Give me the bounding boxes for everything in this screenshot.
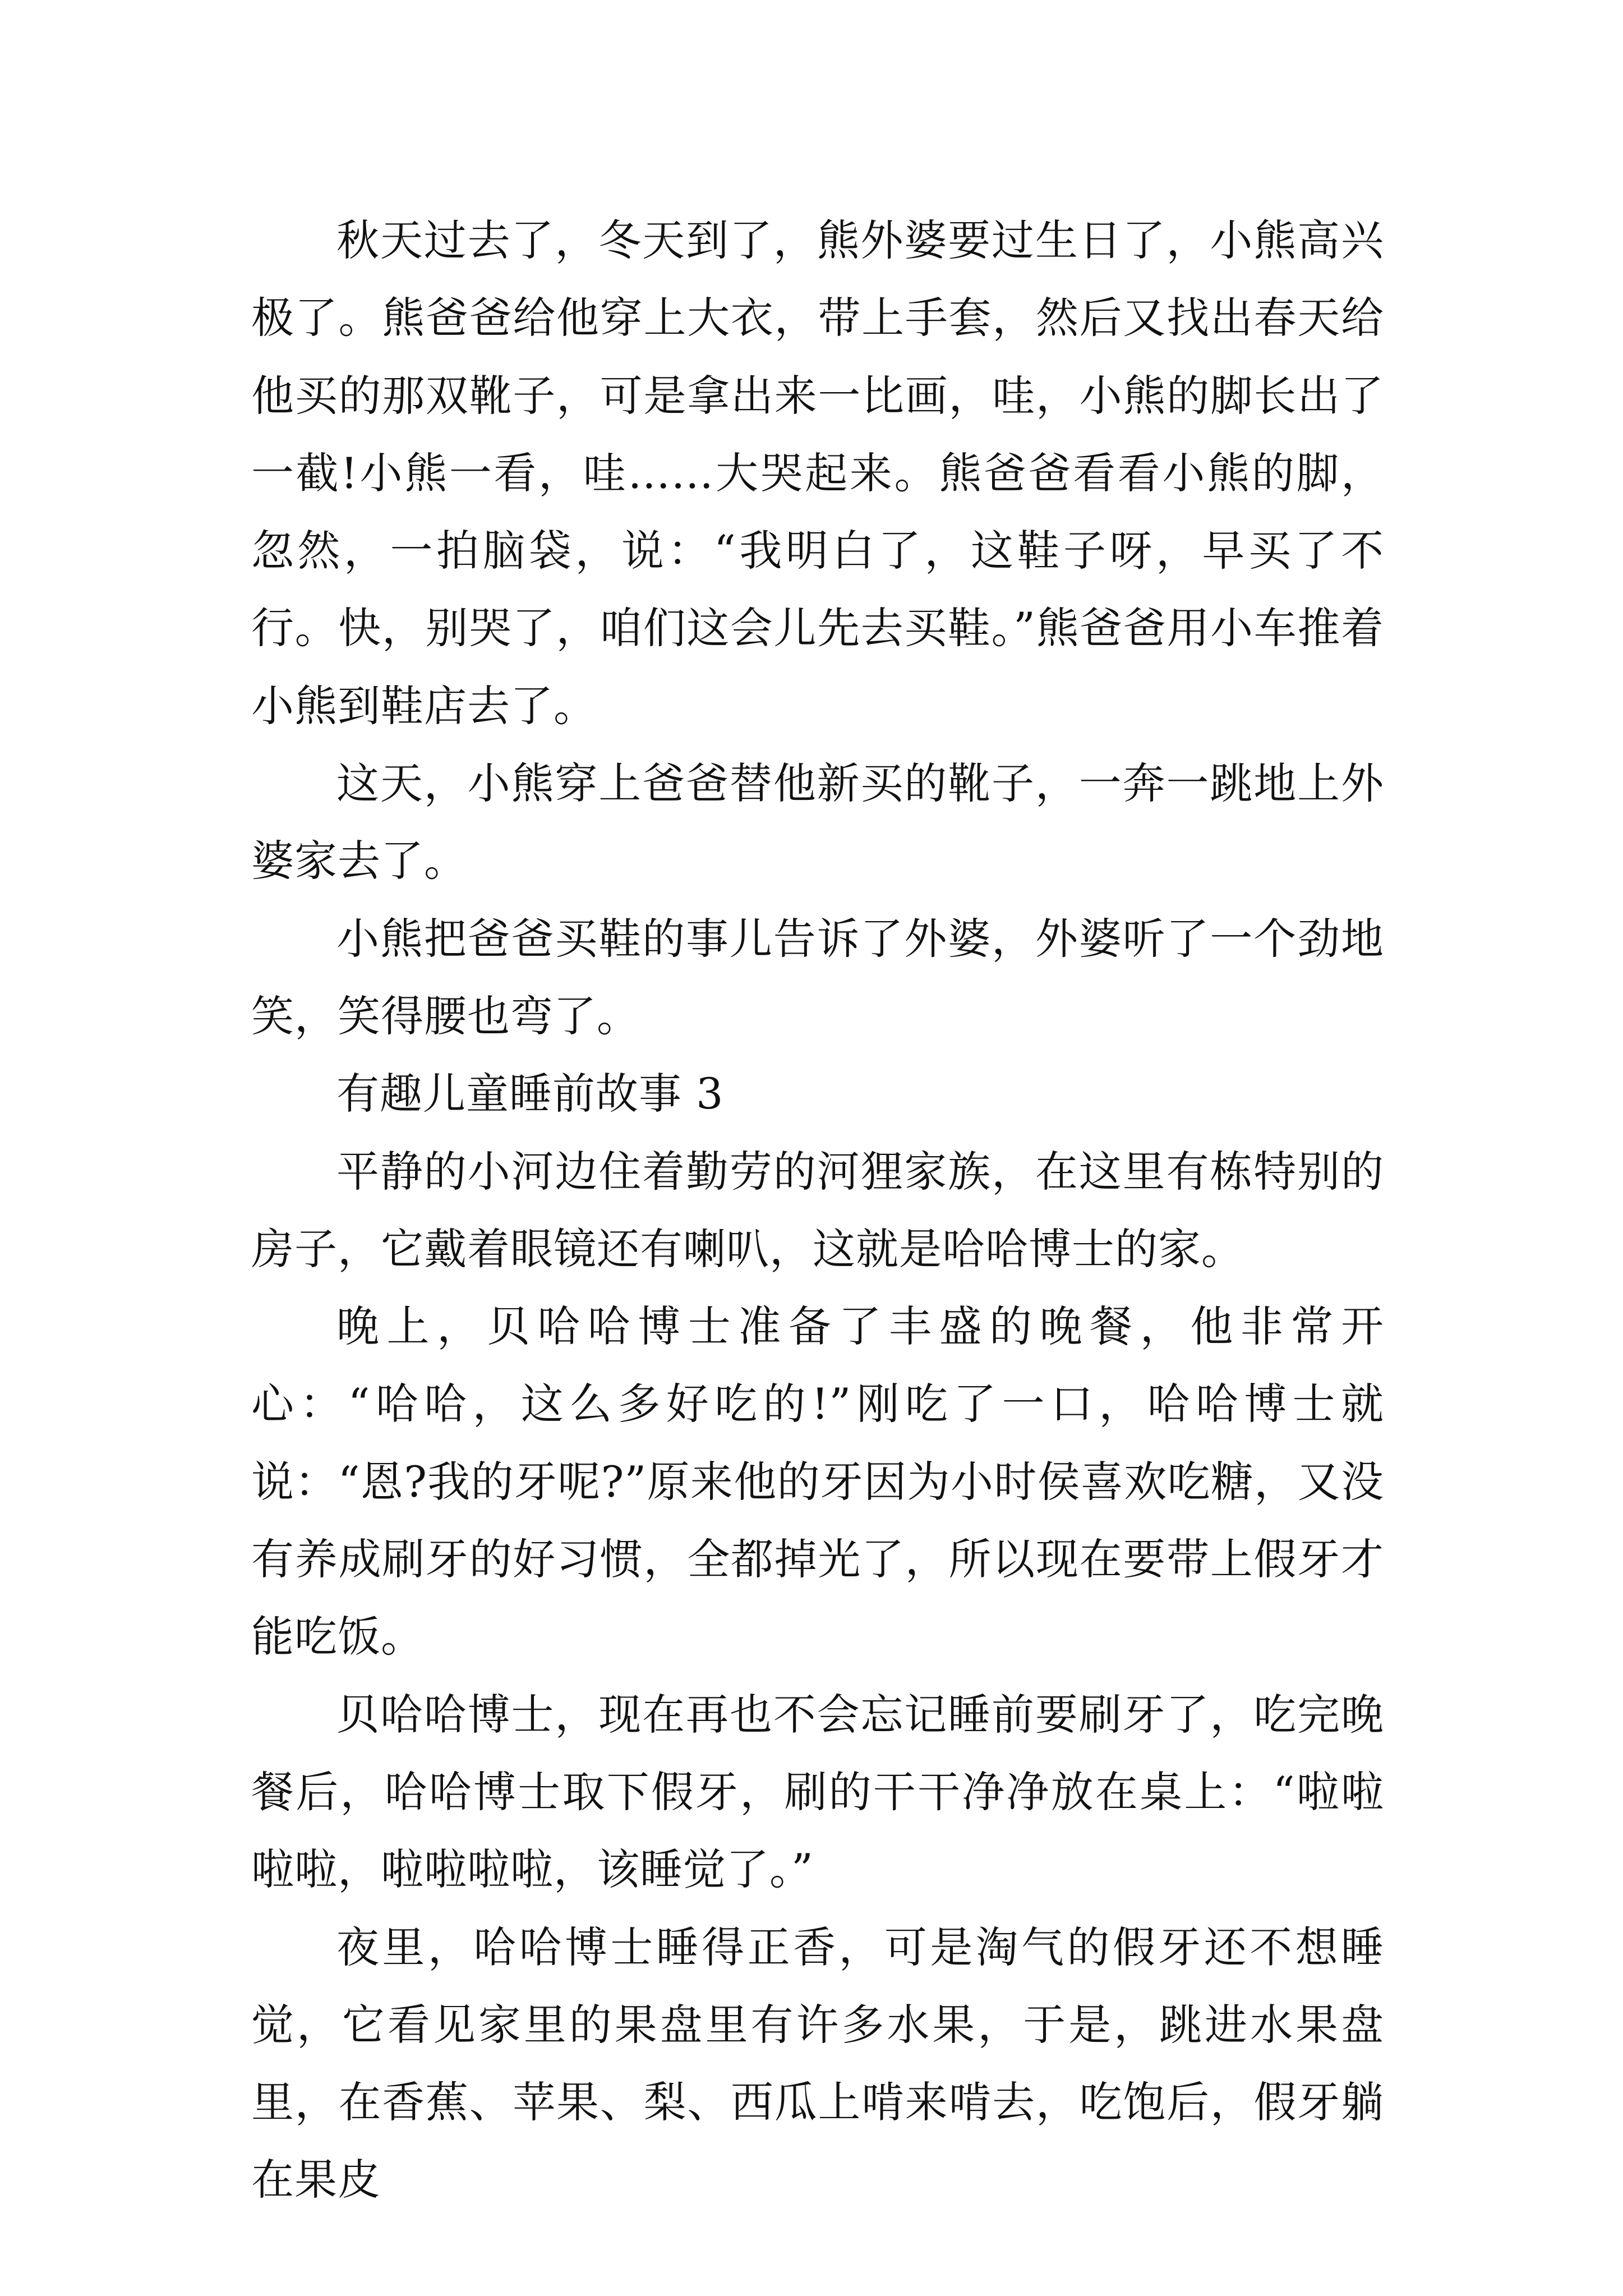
paragraph-7: 夜里，哈哈博士睡得正香，可是淘气的假牙还不想睡觉，它看见家里的果盘里有许多水果，于是，跳进水果盘里，在香蕉、苹果、梨、西瓜上啃来啃去，吃饱后，假牙躺在果皮 [251, 1922, 1384, 2205]
paragraph-5: 晚上，贝哈哈博士准备了丰盛的晚餐，他非常开心：“哈哈，这么多好吃的!”刚吃了一口，哈哈博士就说：“恩?我的牙呢?”原来他的牙因为小时侯喜欢吃糖，又没有养成刷牙的好习惯，全都掉光了，所以现在要带上假牙才能吃饭。 [251, 1301, 1384, 1662]
document-body [251, 202, 1384, 2219]
paragraph-2: 这天，小熊穿上爸爸替他新买的靴子，一奔一跳地上外婆家去了。 [251, 758, 1384, 886]
section-heading: 有趣儿童睡前故事 3 [336, 1069, 724, 1119]
paragraph-1: 秋天过去了，冬天到了，熊外婆要过生日了，小熊高兴极了。熊爸爸给他穿上大衣，带上手套，然后又找出春天给他买的那双靴子，可是拿出来一比画，哇，小熊的脚长出了一截!小熊一看，哇……大哭起来。熊爸爸看看小熊的脚，忽然，一拍脑袋，说：“我明白了，这鞋子呀，早买了不行。快，别哭了，咱们这会儿先去买鞋。”熊爸爸用小车推着小熊到鞋店去了。 [251, 215, 1384, 731]
paragraph-4: 平静的小河边住着勤劳的河狸家族，在这里有栋特别的房子，它戴着眼镜还有喇叭，这就是哈哈博士的家。 [251, 1146, 1384, 1274]
paragraph-6: 贝哈哈博士，现在再也不会忘记睡前要刷牙了，吃完晚餐后，哈哈博士取下假牙，刷的干干净净放在桌上：“啦啦啦啦，啦啦啦啦，该睡觉了。” [251, 1689, 1384, 1895]
paragraph-3: 小熊把爸爸买鞋的事儿告诉了外婆，外婆听了一个劲地笑，笑得腰也弯了。 [251, 913, 1384, 1041]
